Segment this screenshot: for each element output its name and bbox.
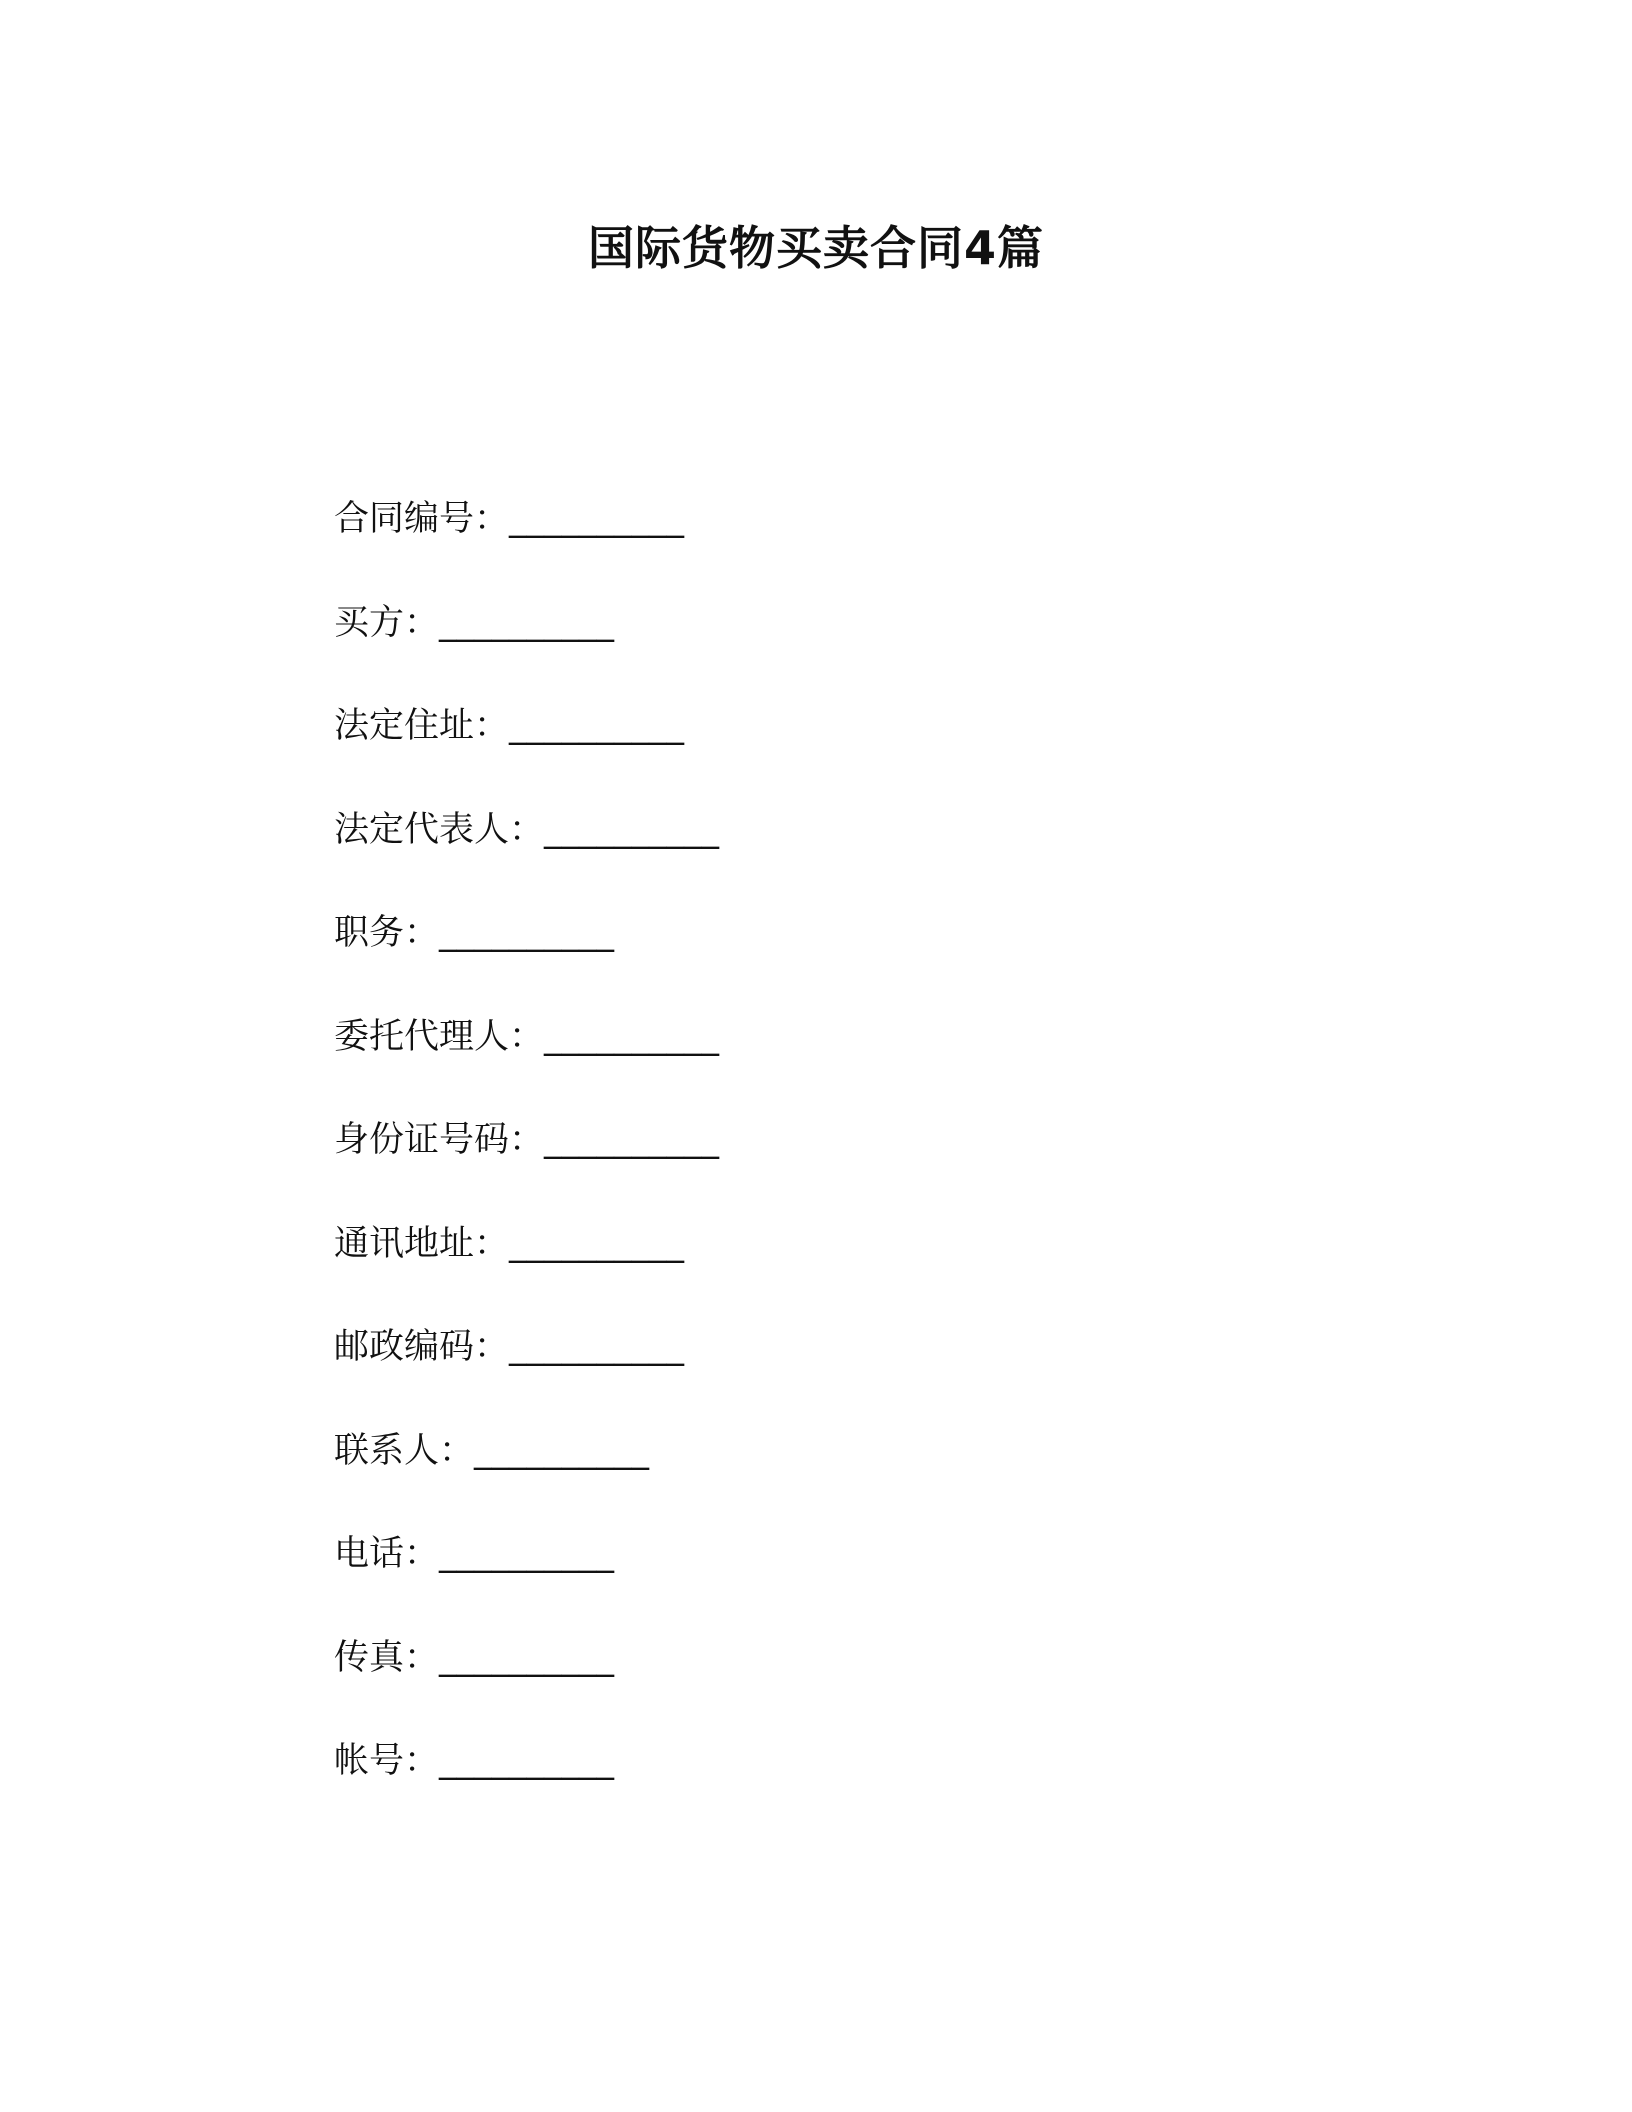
field-blank: __________	[544, 809, 720, 850]
field-authorized-agent	[334, 1012, 719, 1116]
field-postal-code	[334, 1322, 719, 1426]
field-contact-person	[334, 1426, 719, 1530]
field-label: 委托代理人：	[334, 1016, 545, 1057]
field-legal-address	[334, 701, 719, 805]
field-label: 帐号：	[334, 1741, 440, 1781]
field-label: 传真：	[334, 1637, 440, 1678]
field-blank: __________	[544, 1016, 720, 1057]
field-blank: __________	[509, 1327, 685, 1367]
field-label: 邮政编码：	[334, 1327, 510, 1367]
field-account-number	[334, 1736, 719, 1840]
field-label: 电话：	[334, 1534, 440, 1574]
field-blank: __________	[509, 706, 685, 746]
field-mailing-address	[334, 1219, 719, 1323]
field-label: 合同编号：	[334, 499, 510, 539]
field-legal-representative	[334, 805, 719, 909]
field-label: 身份证号码：	[334, 1120, 545, 1160]
field-buyer	[334, 598, 719, 702]
contract-field-list	[334, 494, 719, 1840]
field-id-number	[334, 1115, 719, 1219]
field-blank: __________	[509, 499, 685, 539]
field-blank: __________	[439, 1637, 615, 1678]
field-label: 职务：	[334, 913, 440, 953]
field-label: 法定代表人：	[334, 809, 545, 850]
field-label: 通讯地址：	[334, 1223, 510, 1264]
field-blank: __________	[439, 913, 615, 953]
field-blank: __________	[474, 1430, 650, 1471]
field-blank: __________	[439, 1741, 615, 1781]
field-fax	[334, 1633, 719, 1737]
field-phone	[334, 1529, 719, 1633]
field-blank: __________	[439, 1534, 615, 1574]
field-label: 联系人：	[334, 1430, 475, 1471]
field-blank: __________	[439, 602, 615, 643]
field-contract-number	[334, 494, 719, 598]
field-blank: __________	[509, 1223, 685, 1264]
field-blank: __________	[544, 1120, 720, 1160]
field-label: 买方：	[334, 602, 440, 643]
field-label: 法定住址：	[334, 706, 510, 746]
page-title: 国际货物买卖合同4篇	[587, 221, 1044, 275]
field-position	[334, 908, 719, 1012]
